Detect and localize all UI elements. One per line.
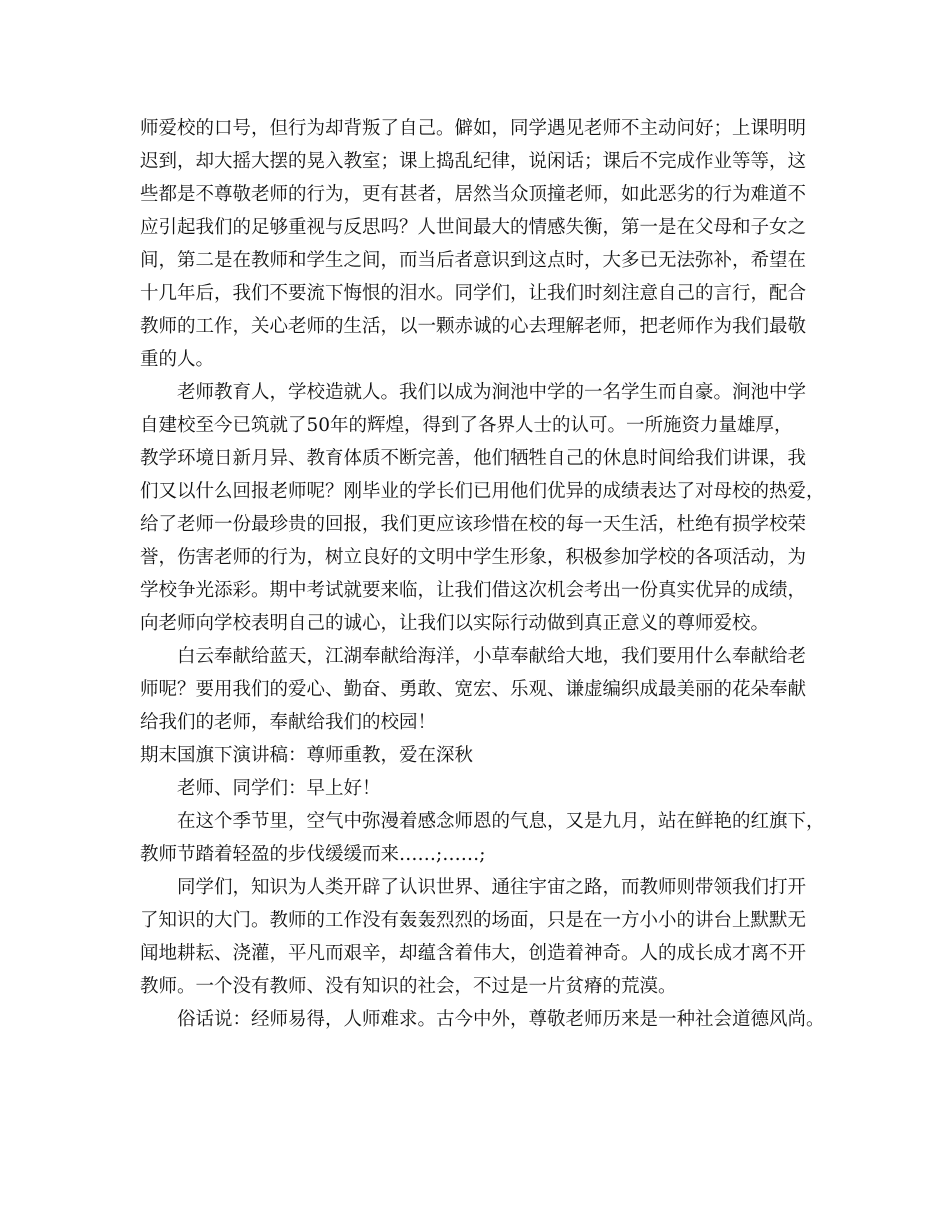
text-line: 了知识的大门。教师的工作没有轰轰烈烈的场面，只是在一方小小的讲台上默默无 xyxy=(140,910,807,931)
text-line: 应引起我们的足够重视与反思吗？人世间最大的情感失衡，第一是在父母和子女之 xyxy=(140,217,807,238)
paragraph-proverb xyxy=(140,1003,825,1036)
text-line: 教师的工作，关心老师的生活，以一颗赤诚的心去理解老师，把老师作为我们最敬 xyxy=(140,316,807,337)
text-line: 给我们的老师，奉献给我们的校园！ xyxy=(140,712,437,733)
document-body xyxy=(140,112,825,1036)
text-line: 老师教育人，学校造就人。我们以成为涧池中学的一名学生而自豪。涧池中学 xyxy=(177,382,807,403)
text-line: 间，第二是在教师和学生之间，而当后者意识到这点时，大多已无法弥补，希望在 xyxy=(140,250,807,271)
text-line: 白云奉献给蓝天，江湖奉献给海洋，小草奉献给大地，我们要用什么奉献给老 xyxy=(177,646,807,667)
text-line: 十几年后，我们不要流下悔恨的泪水。同学们，让我们时刻注意自己的言行，配合 xyxy=(140,283,807,304)
text-line: 同学们，知识为人类开辟了认识世界、通往宇宙之路，而教师则带领我们打开 xyxy=(177,877,807,898)
paragraph-knowledge xyxy=(140,871,820,1003)
text-line: 向老师向学校表明自己的诚心，让我们以实际行动做到真正意义的尊师爱校。 xyxy=(140,613,770,634)
text-line: 重的人。 xyxy=(140,349,215,370)
text-line: 学校争光添彩。期中考试就要来临，让我们借这次机会考出一份真实优异的成绩， xyxy=(140,580,807,601)
text-line: 给了老师一份最珍贵的回报，我们更应该珍惜在校的每一天生活，杜绝有损学校荣 xyxy=(140,514,807,535)
paragraph-continuation xyxy=(140,112,820,376)
text-line: 师呢？要用我们的爱心、勤奋、勇敢、宽宏、乐观、谦虚编织成最美丽的花朵奉献 xyxy=(140,679,807,700)
text-line: 俗话说：经师易得，人师难求。古今中外，尊敬老师历来是一种社会道德风尚。 xyxy=(177,1009,825,1030)
text-line: 些都是不尊敬老师的行为，更有甚者，居然当众顶撞老师，如此恶劣的行为难道不 xyxy=(140,184,807,205)
text-line: 们又以什么回报老师呢？刚毕业的学长们已用他们优异的成绩表达了对母校的热爱， xyxy=(140,481,825,502)
text-line: 教学环境日新月异、教育体质不断完善，他们牺牲自己的休息时间给我们讲课，我 xyxy=(140,448,807,469)
text-line: 迟到，却大摇大摆的晃入教室；课上捣乱纪律，说闲话；课后不完成作业等等，这 xyxy=(140,151,807,172)
section-heading xyxy=(140,739,820,772)
paragraph-season xyxy=(140,805,825,871)
heading-line: 期末国旗下演讲稿：尊师重教，爱在深秋 xyxy=(140,745,474,766)
paragraph-school-pride xyxy=(140,376,825,640)
paragraph-greeting xyxy=(140,772,820,805)
paragraph-dedication xyxy=(140,640,820,739)
text-line: 誉，伤害老师的行为，树立良好的文明中学生形象，积极参加学校的各项活动，为 xyxy=(140,547,807,568)
text-line: 师爱校的口号，但行为却背叛了自己。僻如，同学遇见老师不主动问好；上课明明 xyxy=(140,118,807,139)
text-line: 老师、同学们：早上好！ xyxy=(177,778,381,799)
text-line: 教师节踏着轻盈的步伐缓缓而来……;……; xyxy=(140,844,486,865)
text-line: 在这个季节里，空气中弥漫着感念师恩的气息，又是九月，站在鲜艳的红旗下， xyxy=(177,811,825,832)
text-line: 自建校至今已筑就了50年的辉煌，得到了各界人士的认可。一所施资力量雄厚， xyxy=(140,415,793,436)
text-line: 闻地耕耘、浇灌，平凡而艰辛，却蕴含着伟大，创造着神奇。人的成长成才离不开 xyxy=(140,943,807,964)
text-line: 教师。一个没有教师、没有知识的社会，不过是一片贫瘠的荒漠。 xyxy=(140,976,677,997)
